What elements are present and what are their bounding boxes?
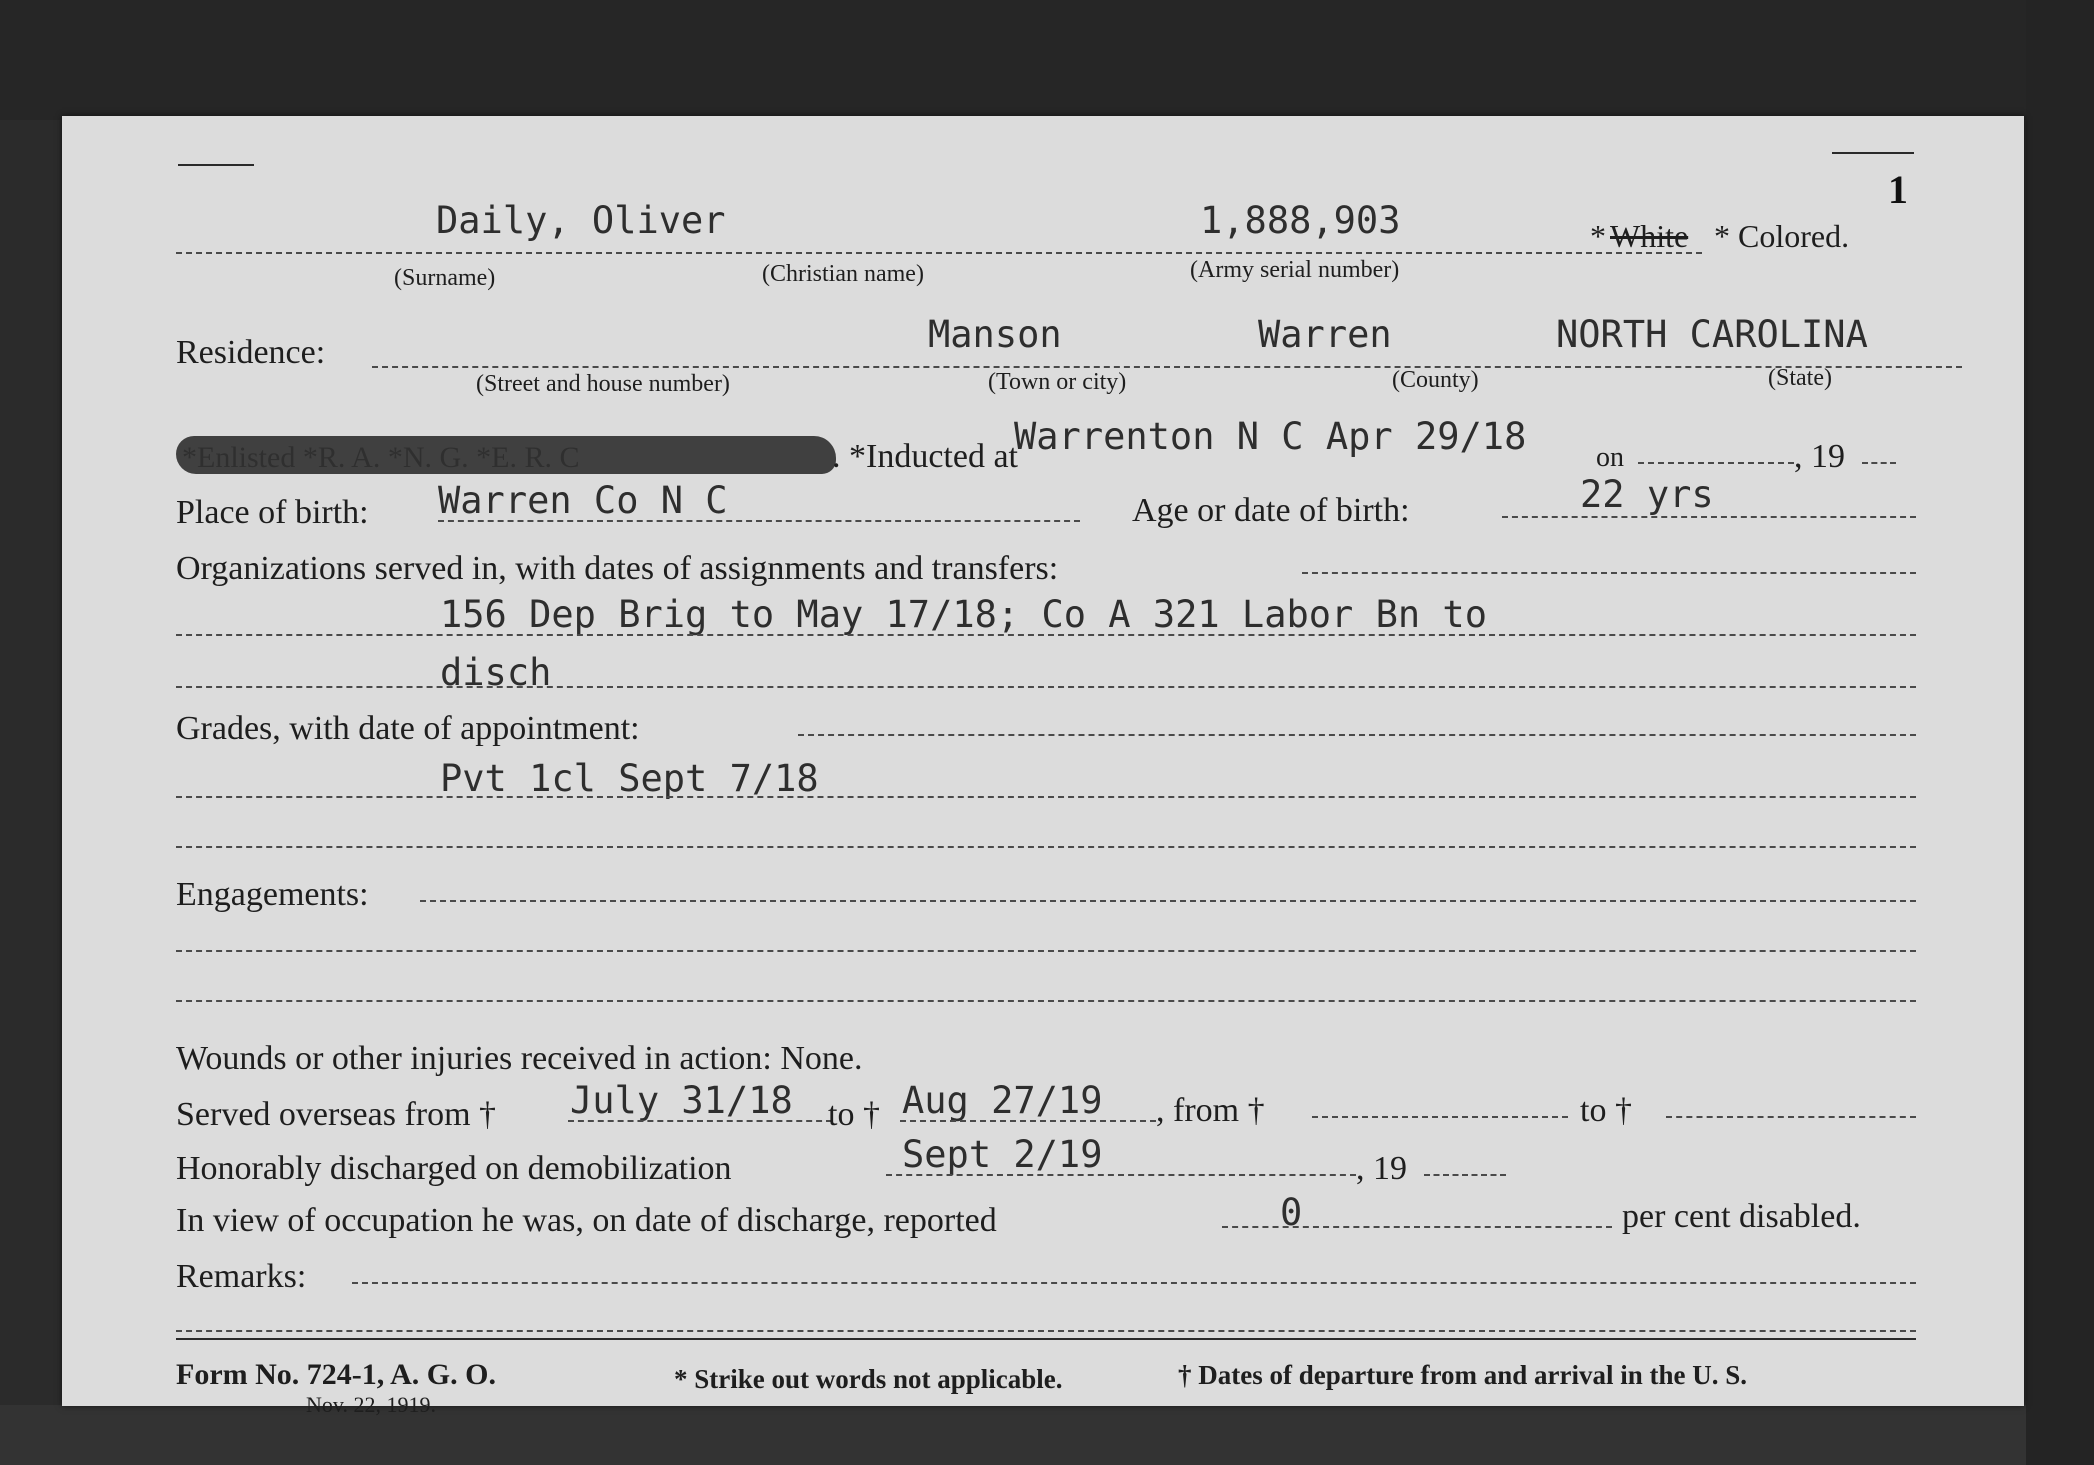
place-of-birth-line	[438, 520, 1080, 522]
residence-town: Manson	[928, 313, 1062, 356]
discharge-date: Sept 2/19	[902, 1133, 1103, 1176]
residence-state: NORTH CAROLINA	[1556, 313, 1868, 356]
age-line	[1502, 516, 1916, 518]
overseas-from-label-2: , from †	[1156, 1092, 1265, 1129]
organizations-line-0	[1302, 572, 1916, 574]
place-of-birth-typed: Warren Co N C	[438, 479, 728, 522]
street-caption: (Street and house number)	[476, 371, 730, 397]
age-typed: 22 yrs	[1580, 473, 1714, 516]
disability-label: In view of occupation he was, on date of discharge, reported	[176, 1202, 997, 1239]
bottom-rule	[176, 1338, 1916, 1340]
organizations-line-2	[176, 686, 1916, 688]
organizations-line1: 156 Dep Brig to May 17/18; Co A 321 Labor Bn to	[440, 593, 1487, 636]
serial-typed: 1,888,903	[1200, 199, 1401, 242]
top-left-rule	[178, 164, 254, 166]
overseas-to-label: to †	[828, 1096, 880, 1133]
form-number: Form No. 724-1, A. G. O.	[176, 1358, 496, 1391]
year-19-label: , 19	[1794, 438, 1845, 475]
overseas-to-1-line	[900, 1120, 1156, 1122]
overseas-from-1: July 31/18	[570, 1079, 793, 1122]
redaction-mark	[176, 436, 836, 474]
name-line	[176, 252, 1702, 254]
town-caption: (Town or city)	[988, 369, 1127, 395]
remarks-line-0	[352, 1282, 1916, 1284]
race-star-1: *	[1590, 218, 1606, 254]
inducted-typed: Warrenton N C Apr 29/18	[1014, 415, 1527, 458]
engagements-line-2	[176, 1000, 1916, 1002]
wounds-text: Wounds or other injuries received in action: None.	[176, 1040, 863, 1077]
christian-caption: (Christian name)	[762, 261, 924, 287]
organizations-line-1	[176, 634, 1916, 636]
strike-note: * Strike out words not applicable.	[674, 1364, 1063, 1394]
discharge-label: Honorably discharged on demobilization	[176, 1150, 732, 1187]
grades-line1: Pvt 1cl Sept 7/18	[440, 757, 819, 800]
dagger-note: † Dates of departure from and arrival in the U. S.	[1178, 1360, 1747, 1390]
place-of-birth-label: Place of birth:	[176, 494, 369, 531]
surname-caption: (Surname)	[394, 265, 496, 291]
grades-line-0	[798, 734, 1916, 736]
top-right-rule	[1832, 152, 1914, 154]
overseas-label: Served overseas from †	[176, 1096, 497, 1133]
background-right	[2026, 0, 2094, 1465]
background-top	[0, 0, 2094, 120]
grades-line-1	[176, 796, 1916, 798]
disability-line	[1222, 1226, 1612, 1228]
remarks-label: Remarks:	[176, 1258, 307, 1295]
record-card	[62, 116, 2024, 1417]
overseas-to-2-line	[1666, 1116, 1916, 1118]
overseas-to-label-2: to †	[1580, 1092, 1632, 1129]
residence-label: Residence:	[176, 334, 326, 371]
age-label: Age or date of birth:	[1132, 492, 1410, 529]
enlisted-redacted-block	[176, 432, 836, 478]
overseas-from-2-line	[1312, 1116, 1568, 1118]
form-date: Nov. 22, 1919.	[306, 1392, 436, 1417]
grades-label: Grades, with date of appointment:	[176, 710, 640, 747]
inducted-label: . *Inducted at	[832, 438, 1018, 475]
card-number: 1	[1888, 167, 1908, 212]
race-colored: * Colored.	[1714, 218, 1850, 254]
disability-suffix: per cent disabled.	[1622, 1198, 1861, 1235]
race-white-struck: White	[1610, 218, 1689, 254]
year-19-line	[1862, 462, 1896, 464]
county-caption: (County)	[1392, 367, 1479, 393]
disability-value: 0	[1280, 1191, 1303, 1234]
remarks-line-1	[176, 1330, 1916, 1332]
grades-line-2	[176, 846, 1916, 848]
overseas-to-1: Aug 27/19	[902, 1079, 1103, 1122]
serial-caption: (Army serial number)	[1190, 257, 1400, 283]
discharge-year-line	[1424, 1174, 1506, 1176]
residence-line	[372, 366, 1962, 368]
discharge-line	[886, 1174, 1356, 1176]
discharge-year-label: , 19	[1356, 1150, 1407, 1187]
organizations-label: Organizations served in, with dates of assignments and transfers:	[176, 550, 1059, 587]
overseas-from-1-line	[568, 1120, 832, 1122]
state-caption: (State)	[1768, 365, 1832, 391]
on-label: on	[1596, 442, 1624, 473]
organizations-line2: disch	[440, 651, 552, 694]
engagements-label: Engagements:	[176, 876, 369, 913]
name-typed: Daily, Oliver	[436, 199, 726, 242]
engagements-line-0	[420, 900, 1916, 902]
residence-county: Warren	[1258, 313, 1392, 356]
on-line	[1638, 462, 1794, 464]
engagements-line-1	[176, 950, 1916, 952]
